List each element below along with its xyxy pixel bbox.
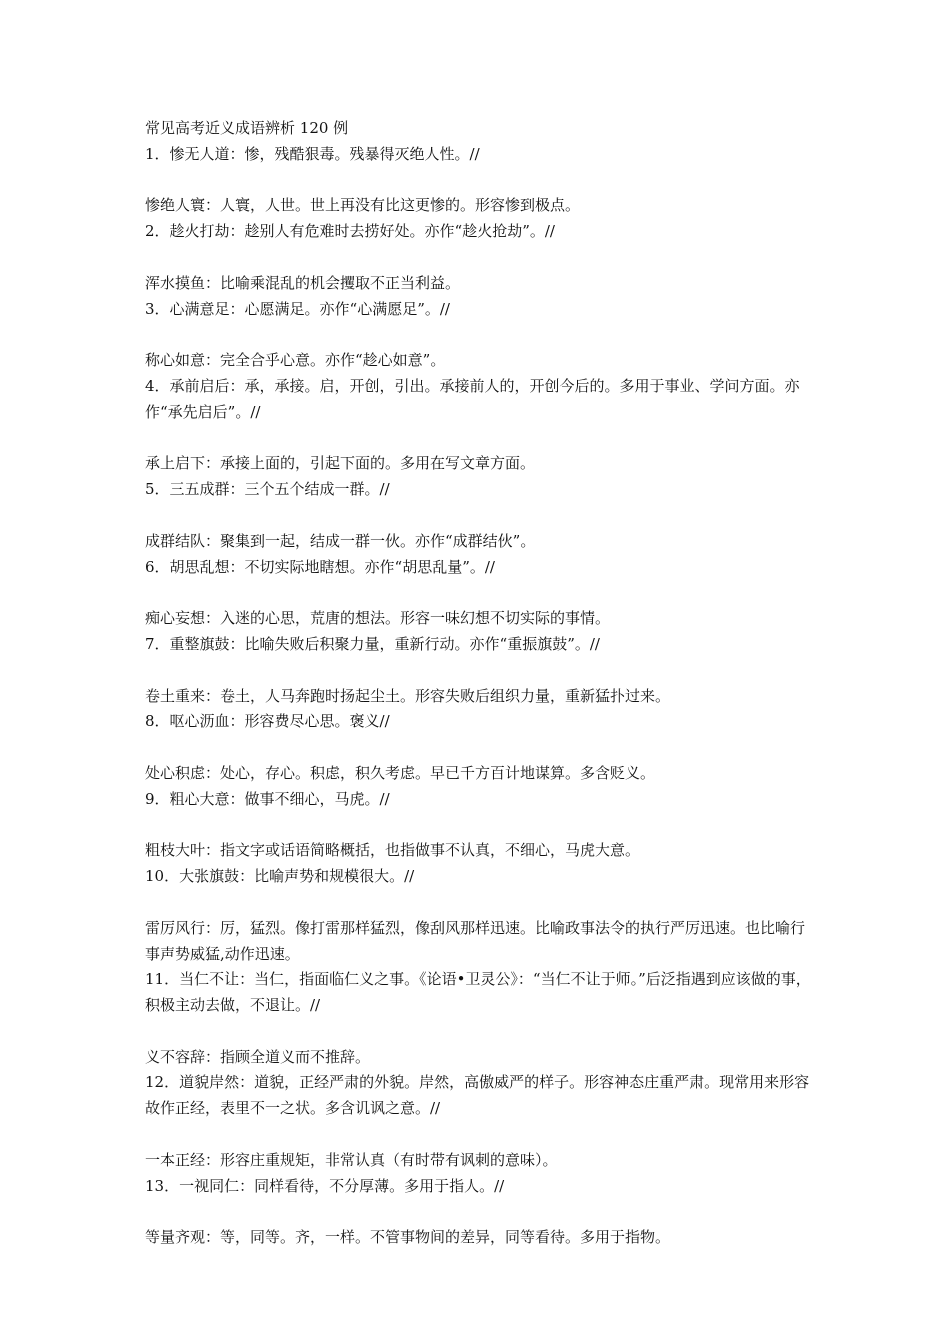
blank-line [145,1019,813,1045]
text-line: 13．一视同仁：同样看待，不分厚薄。多用于指人。// [145,1176,505,1195]
text-line: 浑水摸鱼：比喻乘混乱的机会攫取不正当利益。 [145,273,461,292]
blank-line [145,1122,813,1148]
text-line: 1．惨无人道：惨，残酷狠毒。残暴得灭绝人性。// [145,144,480,163]
blank-line [145,735,813,761]
text-line: 10．大张旗鼓：比喻声势和规模很大。// [145,867,415,886]
blank-line [145,580,813,606]
text-line: 义不容辞：指顾全道义而不推辞。 [145,1047,371,1066]
text-line: 称心如意：完全合乎心意。亦作“趁心如意”。 [145,351,446,370]
text-line: 承上启下：承接上面的，引起下面的。多用在写文章方面。 [145,454,536,473]
text-line: 痴心妄想：入迷的心思，荒唐的想法。形容一味幻想不切实际的事情。 [145,609,611,628]
text-line: 雷厉风行：厉，猛烈。像打雷那样猛烈，像刮风那样迅速。比喻政事法令的执行严厉迅速。也比喻行事声势威猛,动作迅速。 [145,918,806,963]
blank-line [145,503,813,529]
text-line: 9．粗心大意：做事不细心，马虎。// [145,789,390,808]
text-line: 12．道貌岸然：道貌，正经严肃的外貌。岸然，高傲威严的样子。形容神态庄重严肃。现常用来形容故作正经，表里不一之状。多含讥讽之意。// [145,1073,810,1118]
text-line: 惨绝人寰：人寰，人世。世上再没有比这更惨的。形容惨到极点。 [145,196,581,215]
text-line: 等量齐观：等，同等。齐，一样。不管事物间的差异，同等看待。多用于指物。 [145,1228,671,1247]
blank-line [145,245,813,271]
text-line: 4．承前启后：承，承接。启，开创，引出。承接前人的，开创今后的。多用于事业、学问方面。亦作“承先启后”。// [145,376,800,421]
document-lines [145,142,813,1251]
blank-line [145,322,813,348]
text-line: 粗枝大叶：指文字或话语简略概括，也指做事不认真，不细心，马虎大意。 [145,841,641,860]
text-line: 7．重整旗鼓：比喻失败后积聚力量，重新行动。亦作“重振旗鼓”。// [145,634,600,653]
document-title: 常见高考近义成语辨析 120 例 [145,119,349,137]
blank-line [145,890,813,916]
blank-line [145,168,813,194]
text-line: 3．心满意足：心愿满足。亦作“心满愿足”。// [145,299,450,318]
text-line: 卷土重来：卷土，人马奔跑时扬起尘土。形容失败后组织力量，重新猛扑过来。 [145,686,671,705]
blank-line [145,1199,813,1225]
text-line: 处心积虑：处心，存心。积虑，积久考虑。早已千方百计地谋算。多含贬义。 [145,763,656,782]
text-line: 一本正经：形容庄重规矩，非常认真（有时带有讽刺的意味）。 [145,1150,558,1169]
text-line: 2．趁火打劫：趁别人有危难时去捞好处。亦作“趁火抢劫”。// [145,222,555,241]
document-body [145,116,813,1251]
blank-line [145,426,813,452]
blank-line [145,813,813,839]
text-line: 成群结队：聚集到一起，结成一群一伙。亦作“成群结伙”。 [145,531,536,550]
text-line: 11．当仁不让：当仁，指面临仁义之事。《论语•卫灵公》：“当仁不让于师。”后泛指遇到应该做的事，积极主动去做，不退让。// [145,970,811,1015]
text-line: 6．胡思乱想：不切实际地瞎想。亦作“胡思乱量”。// [145,557,495,576]
text-line: 8．呕心沥血：形容费尽心思。褒义// [145,712,390,731]
blank-line [145,658,813,684]
text-line: 5．三五成群：三个五个结成一群。// [145,480,390,499]
